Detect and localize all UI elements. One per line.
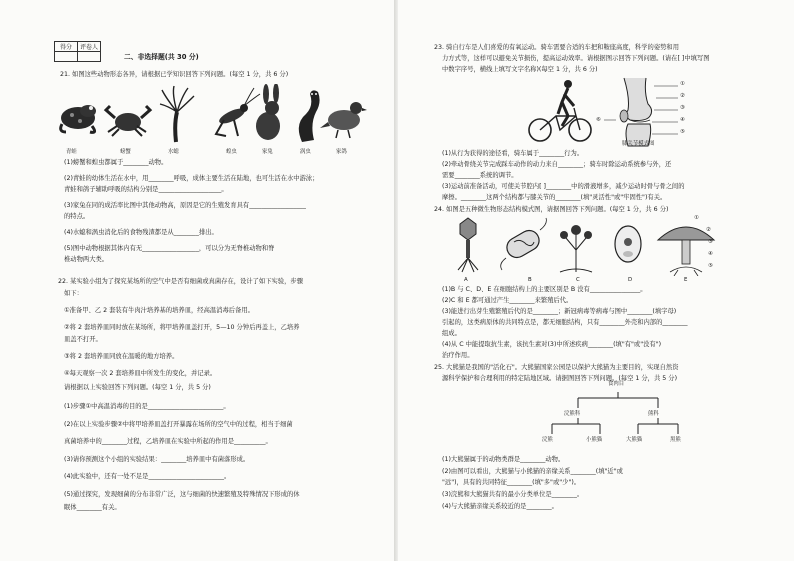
q24-line-3: (3)能进行出芽生殖繁殖后代的是________；新冠病毒等病毒与图中________(填字母) [442, 308, 677, 315]
q25-line-3: "远")，具有的共同特征________(填"多"或"少")。 [442, 479, 581, 486]
q21-stem: 21. 如图这些动物形态各异，请根据已学知识回答下列问题。(每空 1 分，共 6 分) [60, 71, 289, 78]
score-cell [55, 52, 78, 62]
q23-stem-3: 中数字序号，横线上填写文字名称)(每空 1 分，共 6 分) [442, 66, 598, 73]
q23-line-2: (2)牵动骨绕关节完成踩车动作的动力来自________；骑车时除运动系统参与外，还 [442, 161, 672, 168]
q23-figure-caption: 膝关节模式图 [622, 141, 655, 147]
q23-figure [528, 76, 718, 148]
q22-line-3: 真菌培养中的________过程，乙培养皿在实验中所起的作用是__________。 [64, 438, 272, 445]
q24-line-6: (4)从 C 中能提取抗生素，该抗生素对(3)中所述疾病________(填"有"或"没有") [442, 341, 662, 348]
q24-part-4: ④ [708, 251, 713, 257]
q22-instructions: 请根据以上实验回答下列问题。(每空 1 分，共 5 分) [64, 384, 211, 391]
animal-name-planarian: 涡虫 [300, 149, 311, 155]
q22-step-4: ④每天观察一次 2 套培养皿中所发生的变化，并记录。 [64, 370, 217, 377]
tree-species-black-bear: 黑熊 [670, 437, 681, 443]
section-title: 二、非选择题(共 30 分) [124, 53, 199, 61]
q22-step-3: ③将 2 套培养皿同放在温暖的地方培养。 [64, 353, 179, 360]
left-page [0, 0, 394, 561]
tree-species-red-panda: 小熊猫 [586, 437, 603, 443]
q23-line-4: (3)运动前准备活动，可使关节腔内[ ]________中的滑液增多，减少运动时骨与骨之间的 [442, 183, 685, 190]
yeast-icon [615, 226, 641, 262]
q23-line-5: 摩擦。________这两个结构都与膝关节的________(填"灵活性"或"牢固性")有关。 [442, 194, 667, 201]
q22-line-4: (3)请你预测这个小组的实验结果：________培养皿中有菌落形成。 [64, 456, 250, 463]
q21-animal-figure [58, 84, 368, 146]
q24-label-d: D [628, 277, 633, 283]
knee-part-3: ③ [680, 105, 685, 111]
q25-line-5: (4)与大熊猫亲缘关系较近的是________。 [442, 503, 558, 510]
q22-step-2b: 皿盖不打开。 [64, 336, 102, 343]
q25-stem-1: 25. 大熊猫是我国的"活化石"。大熊猫国家公园是以保护大熊猫为主要目的，实现自然资 [434, 364, 679, 371]
q23-stem-2: 力方式等，这样可以避免关节损伤，提高运动效率。请根据图示回答下列问题。(请在[ ]中填写图 [442, 55, 710, 62]
tree-family-bear: 熊科 [648, 411, 659, 417]
q21-line-6: (4)水螅和涡虫消化后的食物残渣都是从________排出。 [64, 229, 218, 236]
q24-line-1: (1)B 与 C、D、E 在细胞结构上的主要区别是 B 没有________________。 [442, 286, 647, 293]
q22-stem-1: 22. 某实验小组为了探究某场所的空气中是否有细菌或真菌存在，设计了如下实验，步骤 [58, 278, 304, 285]
frog-icon [61, 105, 96, 132]
crab-icon [106, 106, 150, 136]
bacterium-icon [501, 218, 547, 270]
knee-part-5: ⑤ [680, 129, 685, 135]
q21-line-1: (1)螃蟹和蝗虫都属于________动物。 [64, 159, 168, 166]
q21-line-8: 椎动物两大类。 [64, 256, 109, 263]
q22-line-1: (1)步骤①中高温消毒的目的是________________________。 [64, 403, 230, 410]
q21-line-2: (2)青蛙的幼体生活在水中，用________呼吸，成体主要生活在陆地，也可生活在水中游泳； [64, 175, 319, 182]
tree-species-giant-panda: 大熊猫 [626, 437, 643, 443]
knee-part-2: ② [680, 93, 685, 99]
q22-step-2: ②将 2 套培养皿同时放在某场所，将甲培养皿盖打开，5—10 分钟后再盖上，乙培养 [64, 324, 300, 331]
q24-part-5: ⑤ [708, 263, 713, 269]
animal-name-frog: 青蛙 [66, 149, 77, 155]
q25-line-1: (1)大熊猫属于的动物类群是________动物。 [442, 456, 565, 463]
tree-root: 食肉目 [608, 381, 625, 387]
q23-line-1: (1)从行为获得的途径看，骑车属于________行为。 [442, 150, 584, 157]
planarian-icon [299, 90, 320, 142]
q24-part-2: ② [706, 227, 711, 233]
animal-name-crab: 螃蟹 [120, 149, 131, 155]
q24-part-3: ③ [708, 239, 713, 245]
animal-name-hydra: 水螅 [168, 149, 179, 155]
q25-line-2: (2)由图可以看出，大熊猫与小熊猫的亲缘关系________(填"近"或 [442, 468, 623, 475]
knee-part-6: ⑥ [596, 117, 601, 123]
q24-line-2: (2)C 和 E 都可通过产生________来繁殖后代。 [442, 297, 573, 304]
q24-figure [448, 214, 738, 276]
hydra-icon [160, 86, 194, 142]
right-page [398, 0, 794, 561]
animal-name-locust: 蝗虫 [226, 149, 237, 155]
q24-stem: 24. 如图是五种微生物形态结构模式图，请据图回答下列问题。(每空 1 分，共 6 分) [434, 206, 669, 213]
q21-line-3: 青蛙和鸽子辅助呼吸的结构分别是____________________。 [64, 186, 228, 193]
pigeon-icon [320, 102, 367, 138]
tree-species-raccoon: 浣熊 [542, 437, 553, 443]
mold-icon [560, 225, 592, 272]
q24-label-a: A [464, 277, 468, 283]
q21-line-5: 的特点。 [64, 213, 90, 220]
rabbit-icon [256, 84, 280, 140]
q24-label-e: E [684, 277, 688, 283]
cyclist-icon [529, 80, 591, 141]
q21-line-4: (3)家兔在同的成活率比图中其他动物高，原因是它的生殖发育具有__________________ [64, 202, 306, 209]
mushroom-icon [658, 227, 714, 276]
q23-line-3: 需要________系统的调节。 [442, 172, 518, 179]
q22-line-2: (2)在以上实验步骤②中将甲培养皿盖打开暴露在场所的空气中的过程，相当于细菌 [64, 421, 293, 428]
q24-label-c: C [576, 277, 580, 283]
q22-line-6: (5)通过探究，发现细菌的分布非常广泛，这与细菌的快速繁殖及特殊情况下形成的休 [64, 491, 300, 498]
animal-name-pigeon: 家鸽 [336, 149, 347, 155]
q25-stem-2: 源科学保护和合理利用的特定陆地区域。请据图回答下列问题。(每空 1 分，共 5 分) [442, 375, 678, 382]
animal-name-rabbit: 家兔 [262, 149, 273, 155]
q22-stem-2: 如下： [64, 290, 83, 297]
knee-part-1: ① [680, 81, 685, 87]
q24-line-4: 引起的，这类病原体的共同特点是，都无细胞结构，只有________外壳和内部的________ [442, 319, 688, 326]
score-label: 得分 [55, 42, 78, 52]
q24-line-7: 治疗作用。 [442, 352, 474, 359]
q25-line-4: (3)浣熊和大熊猫共有的最小分类单位是________。 [442, 491, 584, 498]
virus-icon [458, 218, 478, 272]
q23-stem-1: 23. 骑自行车是人们喜爱的有氧运动。骑车需要合适的车把和鞍座高度，科学的姿势和用 [434, 44, 680, 51]
q24-line-5: 组成。 [442, 330, 461, 337]
grader-label: 评卷人 [78, 42, 101, 52]
q24-part-1: ① [694, 215, 699, 221]
knee-part-4: ④ [680, 117, 685, 123]
locust-icon [216, 88, 260, 136]
q21-line-7: (5)图中动物根据其体内有无__________________，可以分为无脊椎动物和脊 [64, 245, 275, 252]
q22-line-5: (4)此实验中，还有一处不足是________________________。 [64, 473, 231, 480]
q24-label-b: B [528, 277, 532, 283]
q22-line-7: 眠体________有关。 [64, 504, 121, 511]
q22-step-1: ①准备甲、乙 2 套装有牛肉汁培养基的培养皿，经高温消毒后备用。 [64, 307, 254, 314]
tree-family-raccoon: 浣熊科 [564, 411, 581, 417]
score-box [54, 41, 101, 62]
knee-joint-icon [604, 78, 678, 146]
grader-cell [78, 52, 101, 62]
